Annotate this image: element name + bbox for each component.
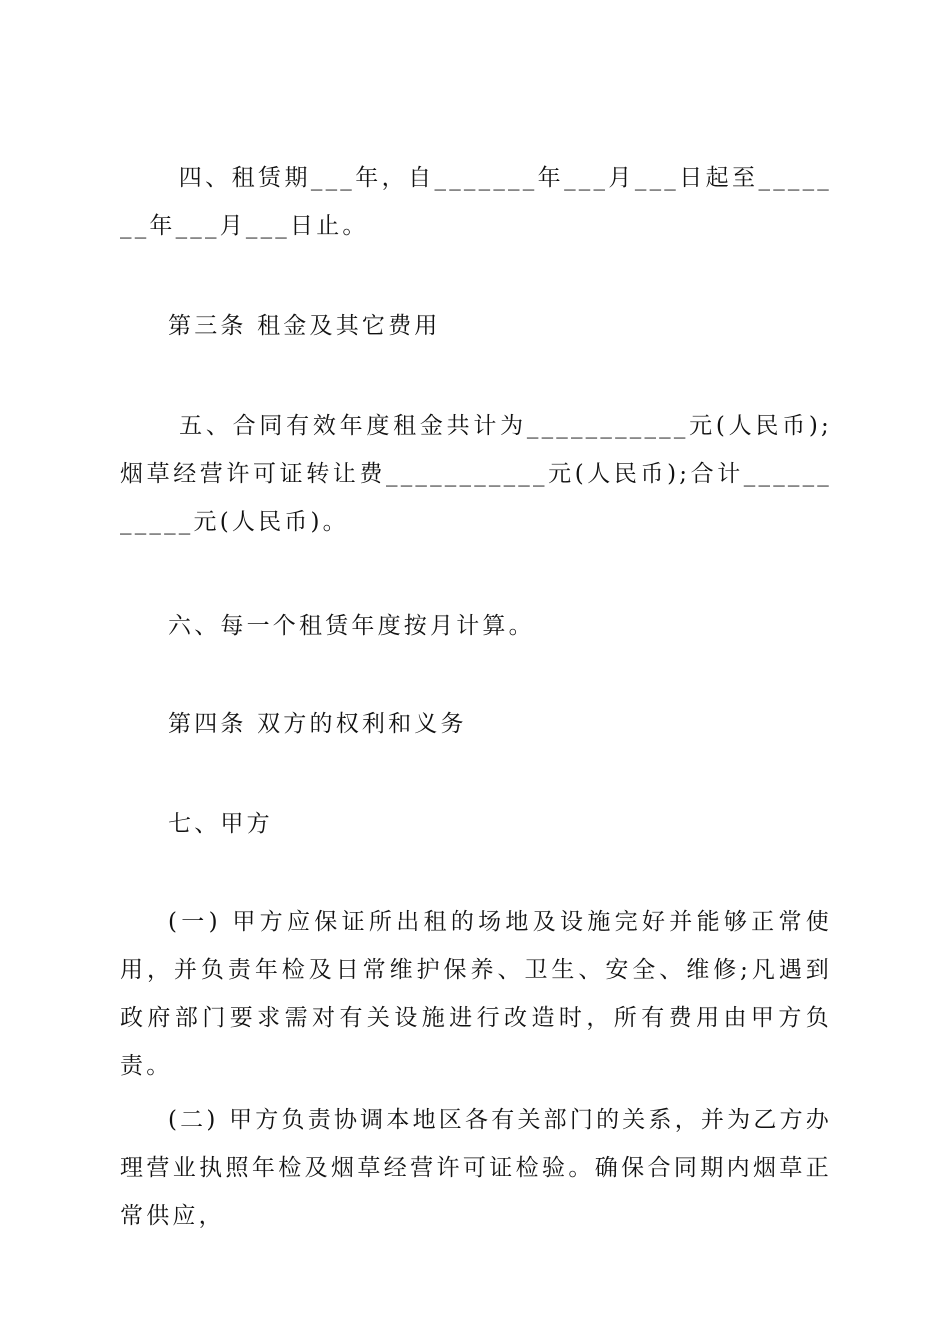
item-1-party-a-duties: (一) 甲方应保证所出租的场地及设施完好并能够正常使用，并负责年检及日常维护保养、卫生、安全、维修;凡遇到政府部门要求需对有关设施进行改造时，所有费用由甲方负责。 [120,909,832,1079]
section-3-heading: 第三条 租金及其它费用 [168,313,441,339]
item-2-party-a-coordination: (二) 甲方负责协调本地区各有关部门的关系，并为乙方办理营业执照年检及烟草经营许可证检验。确保合同期内烟草正常供应， [120,1107,832,1229]
article-7-party-a: 七、甲方 [168,811,273,837]
article-6-monthly: 六、每一个租赁年度按月计算。 [168,613,535,639]
article-4-lease-term: 四、租赁期___年，自_______年___月___日起至_______年___月___日止。 [120,165,832,239]
section-4-heading: 第四条 双方的权利和义务 [168,711,467,737]
article-5-rent: 五、合同有效年度租金共计为___________元(人民币);烟草经营许可证转让费___________元(人民币);合计___________元(人民币)。 [120,413,832,535]
